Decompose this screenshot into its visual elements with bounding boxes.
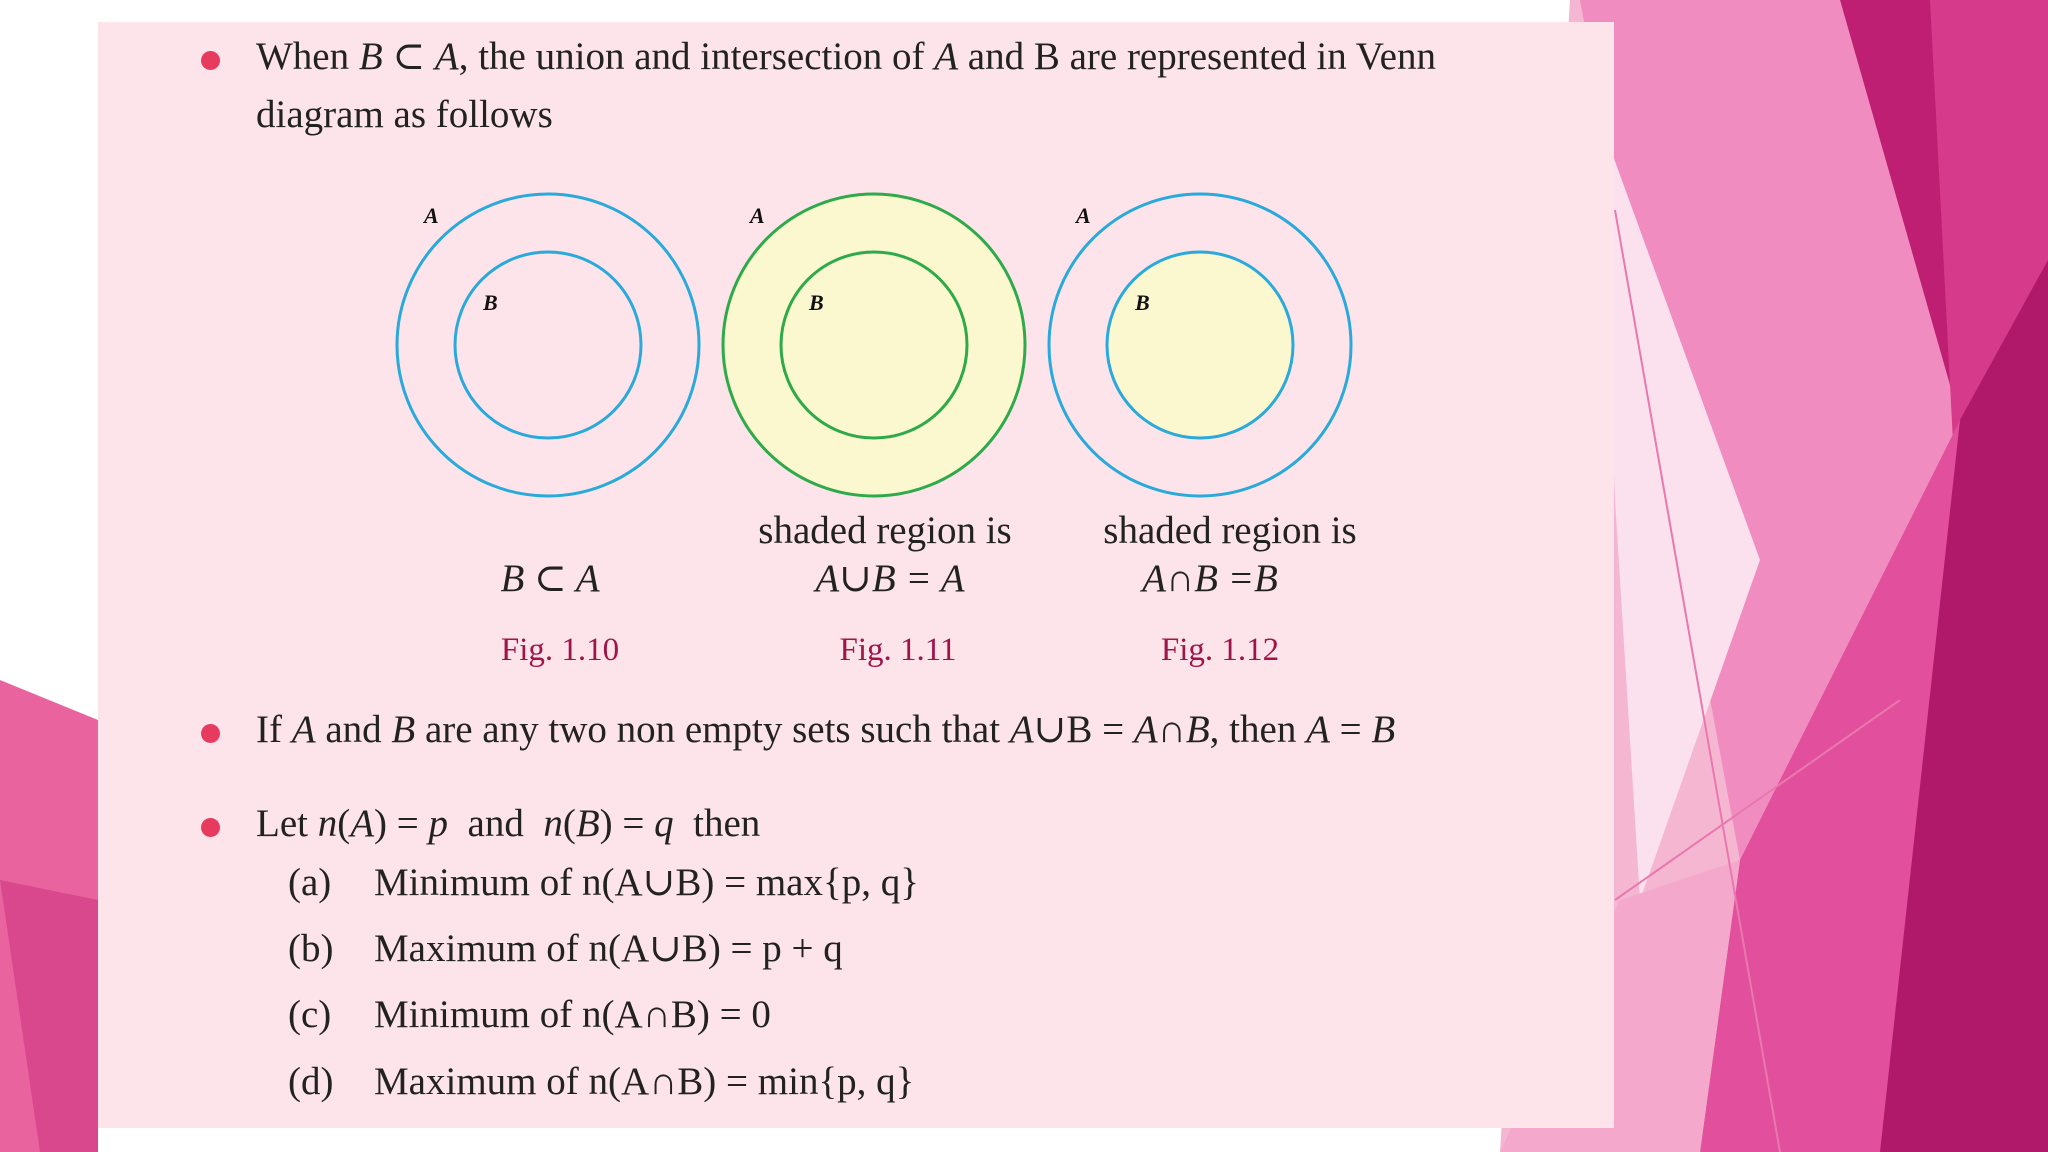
text-run: ∪B = [1033,708,1134,751]
text-run: B [1185,708,1210,751]
set-b-label: B [1135,290,1150,315]
text-run: = [1329,708,1372,751]
text-run: q [654,802,674,845]
bullet-dot [201,724,220,743]
text-run: then [673,802,761,845]
text-run: B [575,802,600,845]
text-run: and [315,708,392,751]
set-a-circle [397,194,699,496]
text-run: B [358,35,383,78]
set-a-label: A [1076,203,1091,228]
set-b-circle [781,252,967,438]
text-run: ( [337,802,351,845]
item-a-text: Minimum of n(A∪B) = max{p, q} [374,861,919,904]
text-run: and [448,802,544,845]
fig-1-10-label: Fig. 1.10 [500,632,620,668]
fig-1-11-caption-line-1: shaded region is [758,509,1012,552]
fig-1-10-caption: B ⊂ A [500,557,600,600]
text-run: ) = [374,802,429,845]
text-run: n [317,802,338,845]
text-run: ∩ [1157,708,1186,751]
fig-1-11-caption-line-2: A∪B = A [815,557,965,600]
bullet-2-text [256,707,1395,752]
venn-diagrams [380,180,1360,510]
bullet-dot [201,51,220,70]
set-b-circle [455,252,641,438]
text-run: , the union and intersection of [458,35,935,78]
text-run: ) = [599,802,655,845]
venn-fig-1-12 [1049,194,1351,496]
bullet-1-line-1 [256,34,1436,79]
text-run: ⊂ [382,35,435,78]
text-run: , then [1209,708,1307,751]
text-run: If [256,708,292,751]
item-d-text: Maximum of n(A∩B) = min{p, q} [374,1060,915,1103]
set-b-circle [1107,252,1293,438]
item-b-text: Maximum of n(A∪B) = p + q [374,927,843,970]
text-run: B [1371,708,1396,751]
text-run: A [434,35,459,78]
text-run: p [428,802,449,845]
item-c-text: Minimum of n(A∩B) = 0 [374,993,771,1036]
fig-1-12-label: Fig. 1.12 [1160,632,1280,668]
fig-1-11-label: Fig. 1.11 [839,632,957,668]
text-run: n [543,802,563,845]
bullet-3-text [256,801,760,846]
fig-1-12-caption-line-2: A∩B =B [1142,557,1278,600]
set-a-label: A [424,203,439,228]
text-run: are any two non empty sets such that [415,708,1010,751]
set-a-label: A [750,203,765,228]
venn-fig-1-10 [397,194,699,496]
text-run: and B are represented in Venn [958,35,1436,78]
item-b-letter: (b) [288,927,334,970]
text-run: ( [562,802,576,845]
set-b-label: B [809,290,824,315]
text-run: B [391,708,416,751]
set-b-label: B [483,290,498,315]
bullet-1-line-2: diagram as follows [256,93,553,136]
text-run: A [1306,708,1330,751]
text-run: When [256,35,359,78]
item-d-letter: (d) [288,1060,334,1103]
item-c-letter: (c) [288,993,332,1036]
text-run: A [1133,708,1158,751]
bullet-dot [201,818,220,837]
venn-fig-1-11 [723,194,1025,496]
text-run: Let [256,802,318,845]
text-run: A [291,708,316,751]
text-run: A [934,35,959,78]
text-run: A [350,802,375,845]
fig-1-12-caption-line-1: shaded region is [1103,509,1357,552]
item-a-letter: (a) [288,861,332,904]
text-run: A [1009,708,1034,751]
